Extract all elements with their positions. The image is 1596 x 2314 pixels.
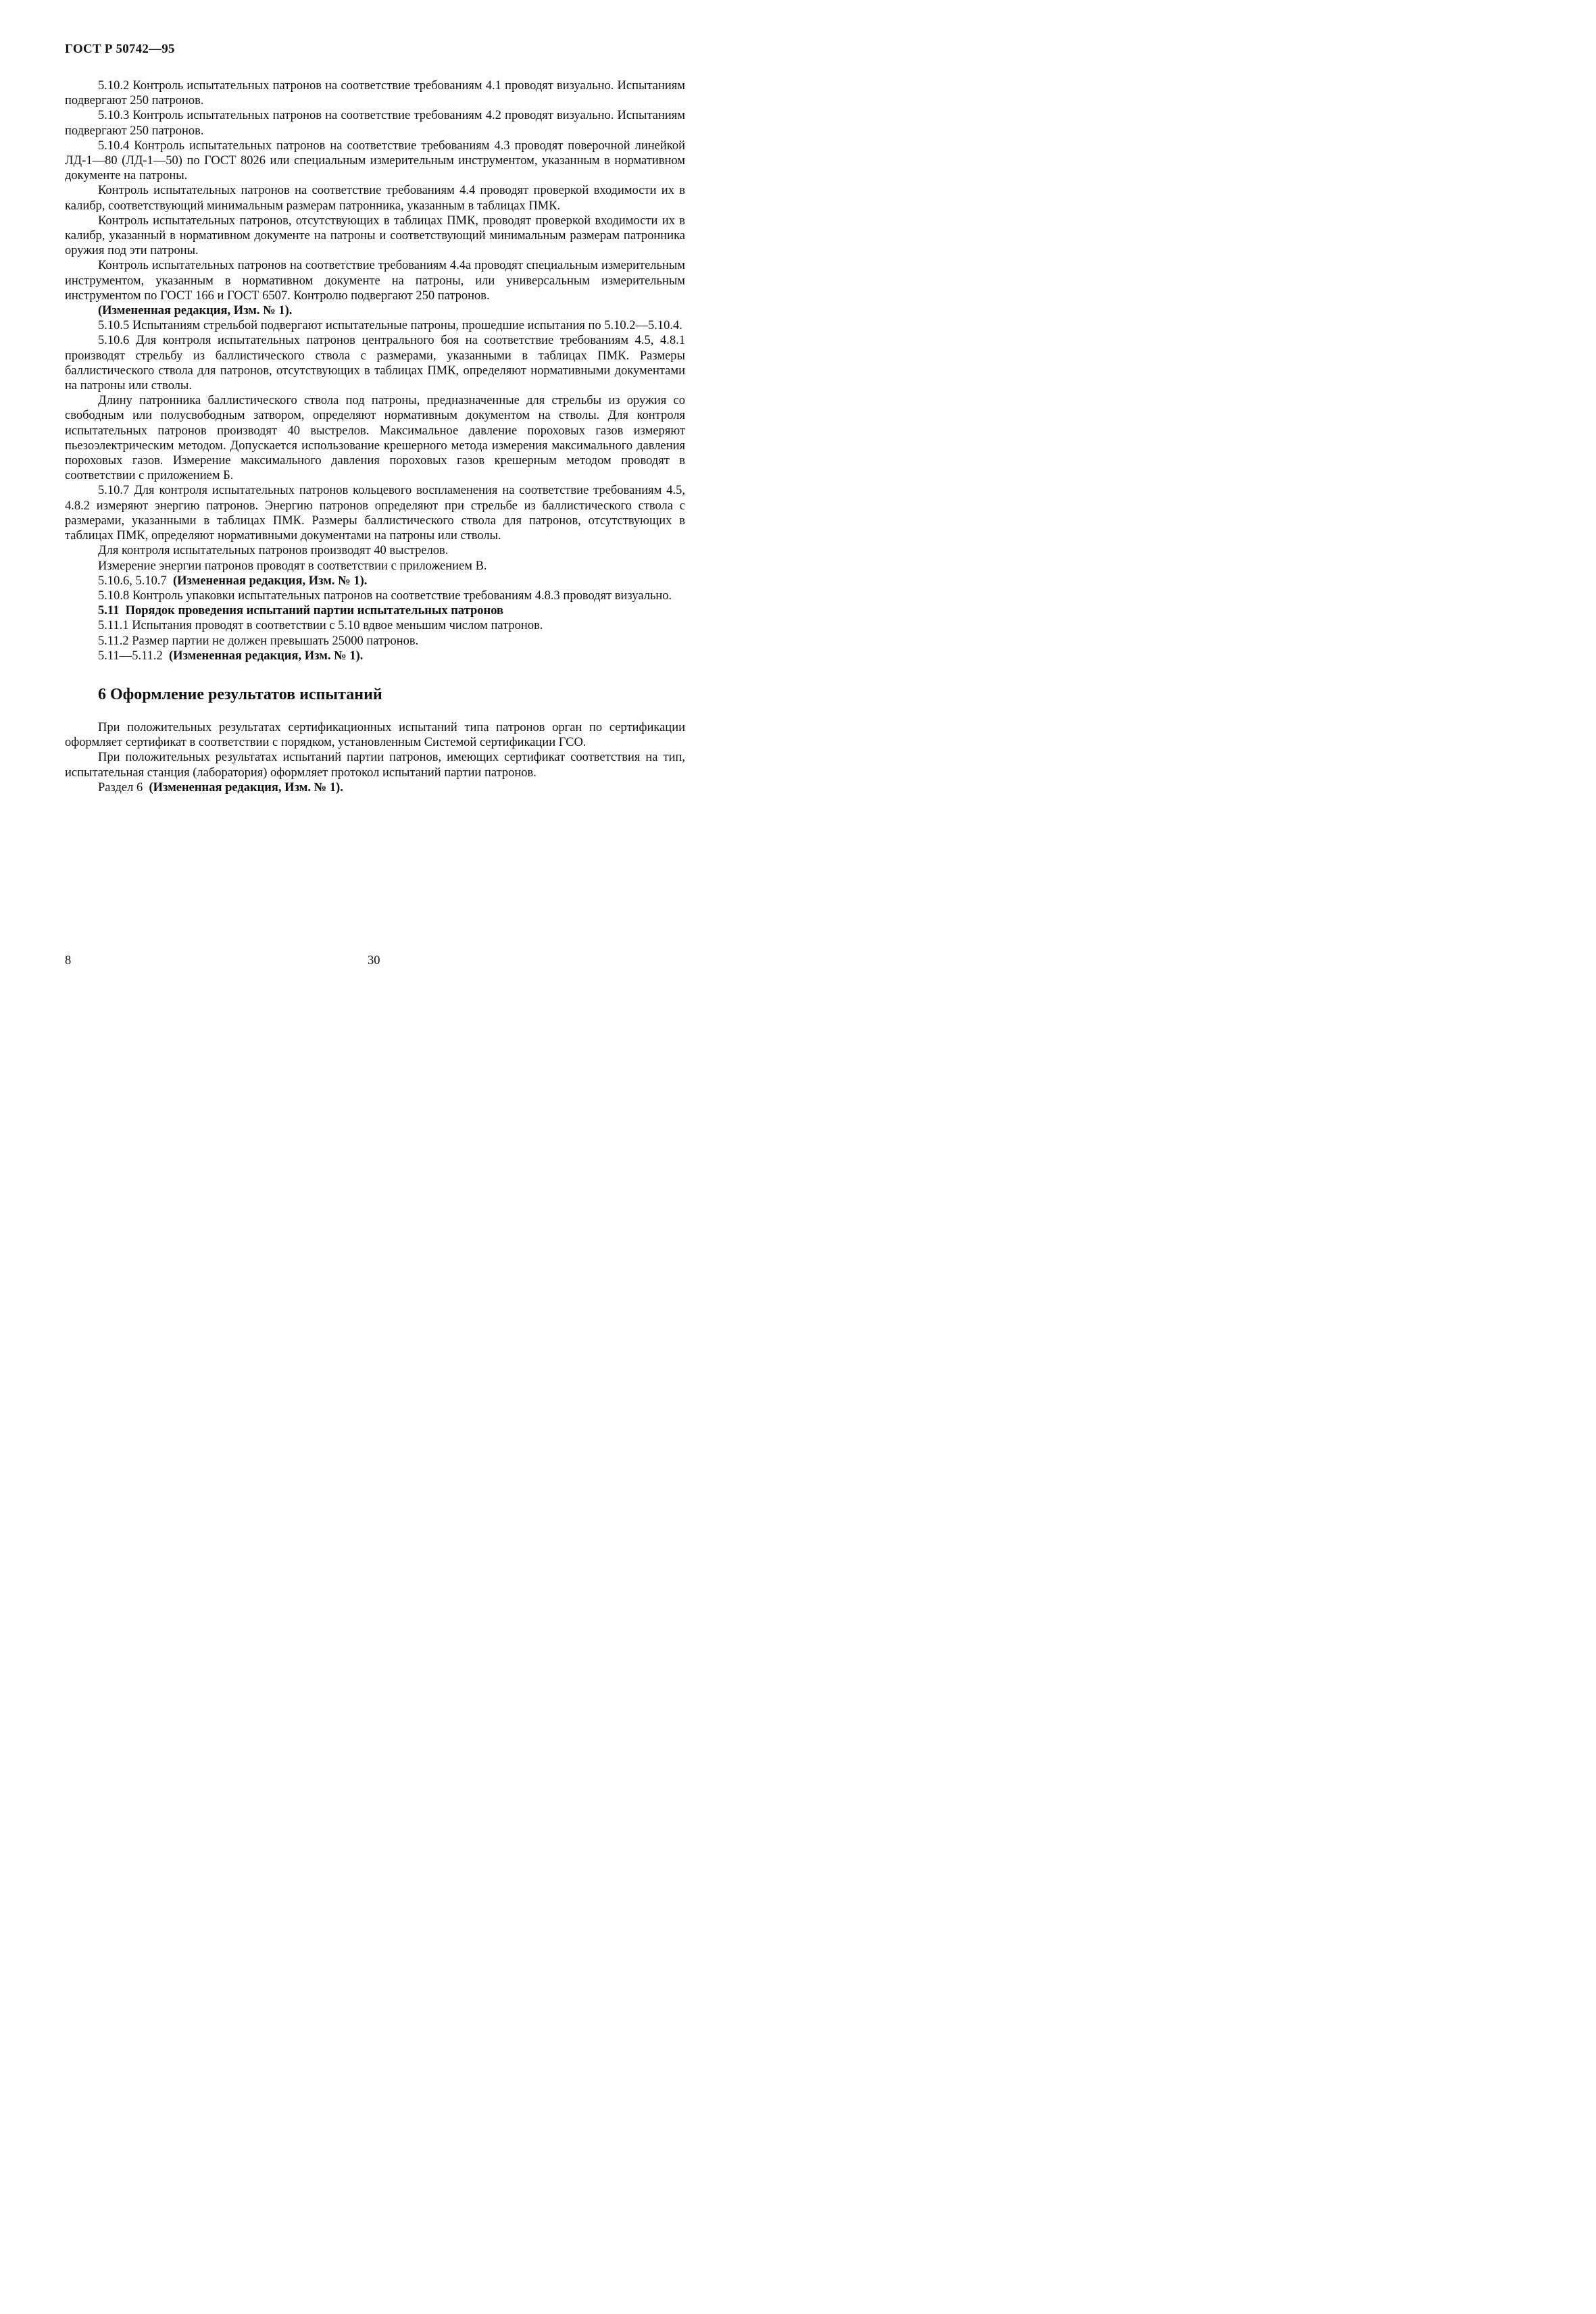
paragraph-5-10-7: 5.10.7 Для контроля испытательных патронов кольцевого воспламенения на соответствие требованиям 4.5, 4.8.2 измеряют энергию патронов. Энергию патронов определяют при стрельбе из баллистического ствола с размерами, указанными в таблицах ПМК. Размеры баллистического ствола для патронов, отсутствующих в таблицах ПМК, определяют нормативными документами на патроны или стволы.	[65, 484, 685, 543]
paragraph-certification: При положительных результатах сертификационных испытаний типа патронов орган по сертификации оформляет сертификат в соответствии с порядком, установленным Системой сертификации ГСО.	[65, 720, 685, 750]
amendment-note-3	[65, 649, 685, 663]
amendment-ref: 5.10.6, 5.10.7	[98, 574, 167, 588]
page-number-center: 30	[368, 954, 380, 967]
amendment-note-4	[65, 780, 685, 795]
document-header: ГОСТ Р 50742—95	[65, 42, 175, 56]
paragraph-5-11-1: 5.11.1 Испытания проводят в соответствии с 5.10 вдвое меньшим числом патронов.	[98, 619, 543, 633]
paragraph-5-10-5: 5.10.5 Испытаниям стрельбой подвергают испытательные патроны, прошедшие испытания по 5.10.2—5.10.4.	[98, 319, 682, 333]
section-heading-5-11	[65, 603, 685, 618]
section-title: Порядок проведения испытаний партии испытательных патронов	[125, 604, 503, 618]
amendment-note-2	[65, 574, 685, 588]
paragraph-batch-protocol: При положительных результатах испытаний партии патронов, имеющих сертификат соответствия на тип, испытательная станция (лаборатория) оформляет протокол испытаний партии патронов.	[65, 751, 685, 780]
paragraph-5-10-3: 5.10.3 Контроль испытательных патронов на соответствие требованиям 4.2 проводят визуально. Испытаниям подвергают 250 патронов.	[65, 109, 685, 138]
amendment-ref: 5.11—5.11.2	[98, 649, 163, 663]
amendment-note-1: (Измененная редакция, Изм. № 1).	[98, 304, 293, 318]
paragraph-control-4-4a: Контроль испытательных патронов на соответствие требованиям 4.4а проводят специальным измерительным инструментом, указанным в нормативном документе на патроны, или универсальным измерительным инструментом по ГОСТ 166 и ГОСТ 6507. Контролю подвергают 250 патронов.	[65, 259, 685, 303]
paragraph-5-10-4: 5.10.4 Контроль испытательных патронов на соответствие требованиям 4.3 проводят поверочной линейкой ЛД-1—80 (ЛД-1—50) по ГОСТ 8026 или специальным измерительным инструментом, указанным в нормативном документе на патроны.	[65, 139, 685, 183]
paragraph-control-pmk: Контроль испытательных патронов, отсутствующих в таблицах ПМК, проводят проверкой входимости их в калибр, указанный в нормативном документе на патроны и соответствующий минимальным размерам патронника оружия под эти патроны.	[65, 213, 685, 258]
paragraph-5-11-2: 5.11.2 Размер партии не должен превышать 25000 патронов.	[98, 634, 419, 648]
section-heading-6: 6 Оформление результатов испытаний	[98, 685, 382, 703]
paragraph-chamber-length: Длину патронника баллистического ствола под патроны, предназначенные для стрельбы из оружия со свободным или полусвободным затвором, определяют нормативным документом на стволы. Для контроля испытательных патронов производят 40 выстрелов. Максимальное давление пороховых газов измеряют пьезоэлектрическим методом. Допускается использование крешерного метода измерения максимального давления пороховых газов. Измерение максимального давления пороховых газов крешерным методом проводят в соответствии с приложением Б.	[65, 394, 685, 483]
paragraph-energy-measurement: Измерение энергии патронов проводят в соответствии с приложением В.	[98, 559, 487, 573]
amendment-text: (Измененная редакция, Изм. № 1).	[169, 649, 364, 663]
paragraph-5-10-2: 5.10.2 Контроль испытательных патронов на соответствие требованиям 4.1 проводят визуально. Испытаниям подвергают 250 патронов.	[65, 79, 685, 108]
paragraph-5-10-8: 5.10.8 Контроль упаковки испытательных патронов на соответствие требованиям 4.8.3 проводят визуально.	[98, 588, 672, 603]
paragraph-40-shots: Для контроля испытательных патронов производят 40 выстрелов.	[98, 544, 449, 558]
paragraph-5-10-6: 5.10.6 Для контроля испытательных патронов центрального боя на соответствие требованиям 4.5, 4.8.1 производят стрельбу из баллистического ствола с размерами, указанными в таблицах ПМК. Размеры баллистического ствола для патронов, отсутствующих в таблицах ПМК, определяют нормативными документами на патроны или стволы.	[65, 334, 685, 393]
document-body	[65, 78, 685, 795]
amendment-text: (Измененная редакция, Изм. № 1).	[149, 780, 343, 795]
section-number: 5.11	[98, 604, 120, 618]
amendment-ref: Раздел 6	[98, 780, 143, 795]
paragraph-control-4-4: Контроль испытательных патронов на соответствие требованиям 4.4 проводят проверкой входимости их в калибр, соответствующий минимальным размерам патронника, указанным в таблицах ПМК.	[65, 184, 685, 213]
page-number-left: 8	[65, 954, 72, 967]
amendment-text: (Измененная редакция, Изм. № 1).	[173, 574, 368, 588]
